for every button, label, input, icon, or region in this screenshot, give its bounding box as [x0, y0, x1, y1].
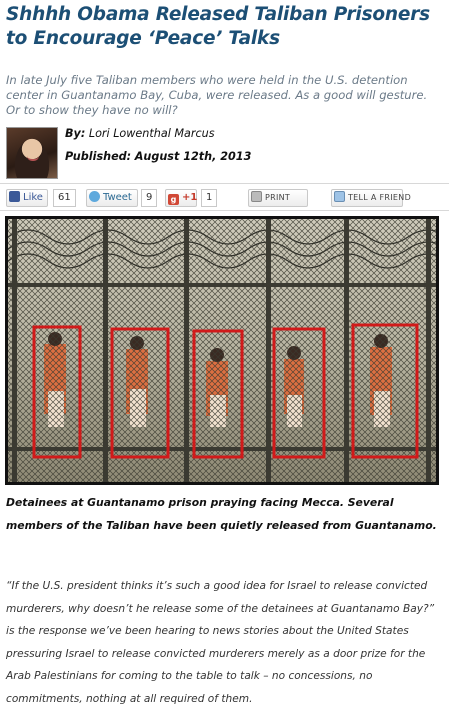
article-photo[interactable]	[5, 216, 439, 485]
envelope-icon	[334, 191, 345, 202]
like-count: 61	[53, 189, 76, 207]
tweet-count: 9	[141, 189, 157, 207]
google-plus-icon: g	[168, 194, 179, 205]
gplus-count: 1	[201, 189, 217, 207]
author-avatar[interactable]	[6, 127, 58, 179]
author-name-link[interactable]: Lori Lowenthal Marcus	[88, 127, 215, 140]
facebook-icon	[9, 191, 20, 202]
printer-icon	[251, 191, 262, 202]
published-label: Published:	[65, 150, 132, 163]
article-dek: In late July five Taliban members who were held in the U.S. detention center in Guantanamo Bay, Cuba, were released. As a good will gesture. Or to show they have no will?	[6, 73, 428, 117]
print-label: PRINT	[265, 193, 291, 202]
article-headline: Shhhh Obama Released Taliban Prisoners to Encourage ‘Peace’ Talks	[6, 4, 430, 49]
published-date: August 12th, 2013	[134, 150, 252, 163]
tweet-label: Tweet	[103, 192, 132, 203]
photo-caption: Detainees at Guantanamo prison praying facing Mecca. Several members of the Taliban have been quietly released from Guantanamo.	[6, 496, 437, 532]
author-line	[65, 127, 215, 140]
print-button[interactable]	[248, 189, 308, 207]
tell-a-friend-button[interactable]	[331, 189, 412, 207]
tell-label: TELL A FRIEND	[348, 193, 412, 202]
google-plus-button[interactable]	[165, 189, 197, 207]
share-bar	[0, 183, 449, 211]
published-line	[65, 150, 251, 163]
author-label: By:	[65, 127, 86, 140]
article-body-paragraph: “If the U.S. president thinks it’s such a good idea for Israel to release convicted murderers, why doesn’t he release some of the detainees at Guantanamo Bay?” is the response we’ve been hearing to news stories about the United States pressuring Israel to release convicted murderers merely as a door prize for the Arab Palestinians for coming to the table to talk – no concessions, no commitments, nothing at all required of them.	[6, 580, 435, 705]
like-label: Like	[23, 192, 43, 203]
tweet-button[interactable]	[86, 189, 138, 207]
gplus-label: +1	[182, 192, 198, 203]
facebook-like-button[interactable]	[6, 189, 48, 207]
twitter-icon	[89, 191, 100, 202]
guantanamo-photo-illustration	[8, 219, 436, 482]
